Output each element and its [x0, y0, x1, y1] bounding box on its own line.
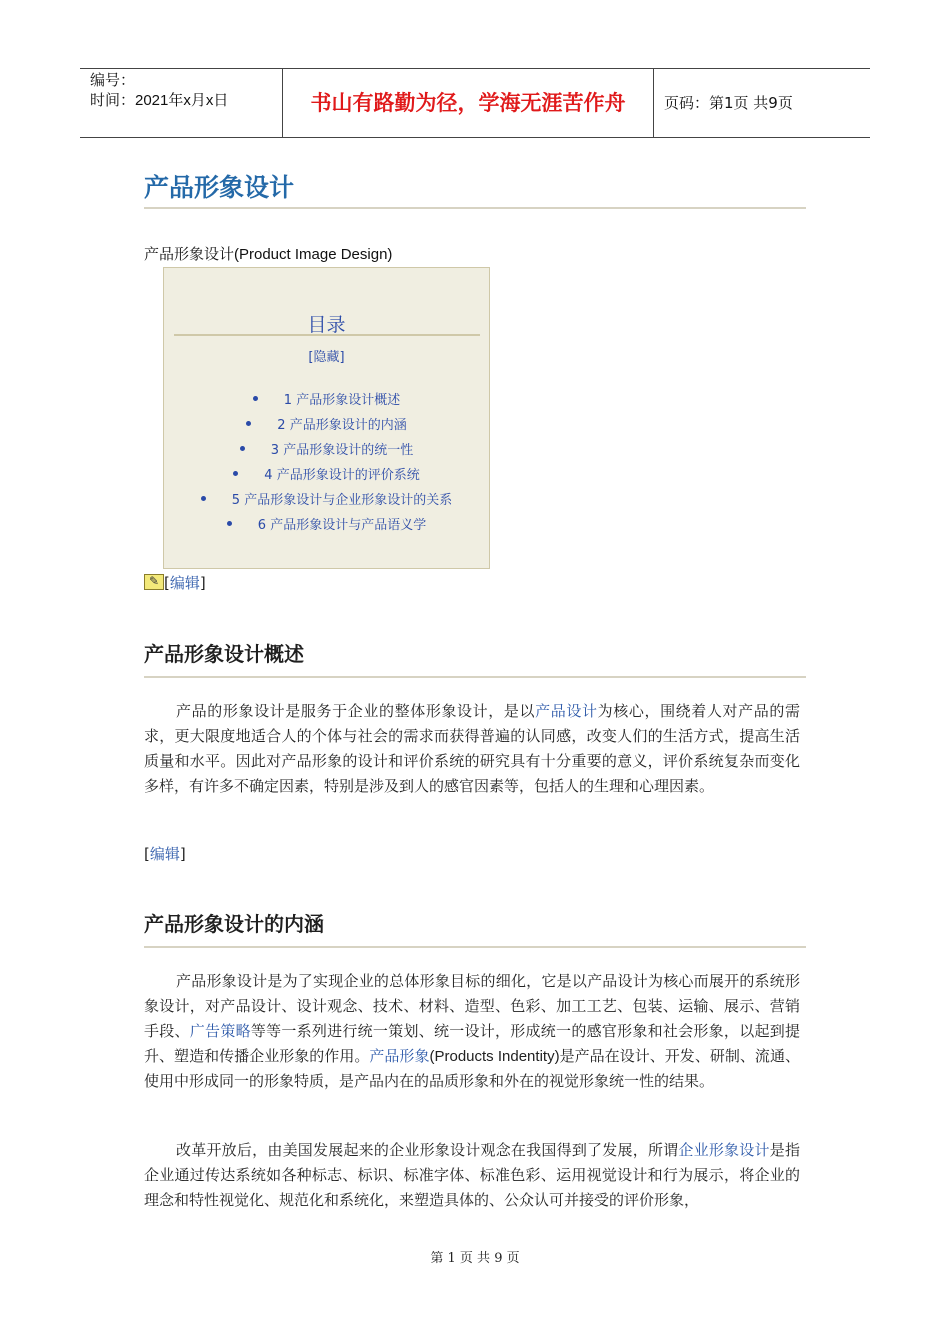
bullet-icon [240, 446, 245, 451]
text-run: 产品的形象设计是服务于企业的整体形象设计，是以 [176, 702, 536, 720]
toc-item-label: 1 产品形象设计概述 [283, 393, 401, 408]
bullet-icon [227, 521, 232, 526]
bracket-close: ] [179, 845, 186, 863]
text-run: 是产品在设计、开发、研制、流通、使用中形成同一的形象特质，是产品内在的品质形象和外在的视觉形象统一性的结果。 [144, 1047, 800, 1090]
toc-item-label: 5 产品形象设计与企业形象设计的关系 [231, 493, 453, 508]
document-header [80, 68, 870, 138]
toc-item[interactable] [164, 413, 489, 438]
table-of-contents [163, 267, 490, 569]
title-divider [144, 207, 806, 209]
text-run: 是指企业通过传达系统如各种标志、标识、标准字体、标准色彩、运用视觉设计和行为展示，将企业的理念和特性视觉化、规范化和系统化，来塑造具体的、公众认可并接受的评价形象， [144, 1141, 800, 1209]
text-run: 产品形象设计是为了实现企业的总体形象目标的细化，它是以产品设计为核心而展开的系统形象设计，对产品设计、设计观念、技术、材料、造型、色彩、加工工艺、包装、运输、展示、营销手段、 [144, 972, 800, 1040]
toc-item[interactable] [164, 513, 489, 538]
toc-item[interactable] [164, 463, 489, 488]
section-divider [144, 946, 806, 948]
text-run: 等等一系列进行统一策划、统一设计，形成统一的感官形象和社会形象，以起到提升、塑造和传播企业形象的作用。 [144, 1022, 800, 1065]
toc-divider [174, 334, 480, 336]
paragraph-overview [144, 699, 800, 799]
bracket-open: [ [144, 845, 150, 863]
edit-link[interactable]: 编辑 [169, 574, 200, 592]
toc-item-label: 4 产品形象设计的评价系统 [264, 468, 420, 483]
date-label: 时间：2021年x月x日 [90, 92, 229, 109]
edit-section-1 [144, 843, 186, 864]
toc-item[interactable] [164, 438, 489, 463]
link-product-image[interactable]: 产品形象 [369, 1047, 430, 1065]
toc-item-label: 2 产品形象设计的内涵 [277, 418, 407, 433]
link-product-design[interactable]: 产品设计 [535, 702, 598, 720]
toc-item[interactable] [164, 388, 489, 413]
page-subtitle: 产品形象设计(Product Image Design) [144, 246, 393, 263]
edit-pencil-icon[interactable]: ✎ [144, 574, 164, 590]
link-corporate-identity[interactable]: 企业形象设计 [678, 1141, 770, 1159]
bullet-icon [246, 421, 251, 426]
edit-link[interactable]: 编辑 [149, 845, 180, 863]
number-label: 编号： [90, 72, 136, 89]
toc-item-label: 3 产品形象设计的统一性 [270, 443, 414, 458]
link-ad-strategy[interactable]: 广告策略 [189, 1022, 251, 1040]
edit-section-0 [144, 572, 206, 593]
toc-item-label: 6 产品形象设计与产品语义学 [257, 518, 427, 533]
header-meta [80, 69, 282, 137]
text-run: (Products Indentity) [429, 1048, 560, 1065]
bracket-open: [ [164, 574, 170, 592]
paragraph-connotation-1 [144, 969, 800, 1094]
section-heading-connotation: 产品形象设计的内涵 [144, 912, 324, 936]
bullet-icon [201, 496, 206, 501]
toc-list [164, 388, 489, 538]
bullet-icon [253, 396, 258, 401]
bullet-icon [233, 471, 238, 476]
section-divider [144, 676, 806, 678]
page-footer: 第 1 页 共 9 页 [430, 1251, 520, 1266]
text-run: 改革开放后，由美国发展起来的企业形象设计观念在我国得到了发展，所谓 [176, 1141, 679, 1159]
toc-item[interactable] [164, 488, 489, 513]
paragraph-connotation-2 [144, 1138, 800, 1213]
section-heading-overview: 产品形象设计概述 [144, 642, 304, 666]
header-page-info: 页码：第1页 共9页 [664, 94, 793, 112]
toc-heading: 目录 [307, 314, 346, 336]
bracket-close: ] [199, 574, 206, 592]
text-run: 为核心，围绕着人对产品的需求，更大限度地适合人的个体与社会的需求而获得普遍的认同感，改变人们的生活方式，提高生活质量和水平。因此对产品形象的设计和评价系统的研究具有十分重要的意义，评价系统复杂而变化多样，有许多不确定因素，特别是涉及到人的感官因素等，包括人的生理和心理因素。 [144, 702, 800, 795]
toc-hide-link[interactable]: [隐藏] [308, 350, 345, 365]
header-motto: 书山有路勤为径，学海无涯苦作舟 [282, 69, 654, 137]
page-title: 产品形象设计 [144, 173, 295, 202]
